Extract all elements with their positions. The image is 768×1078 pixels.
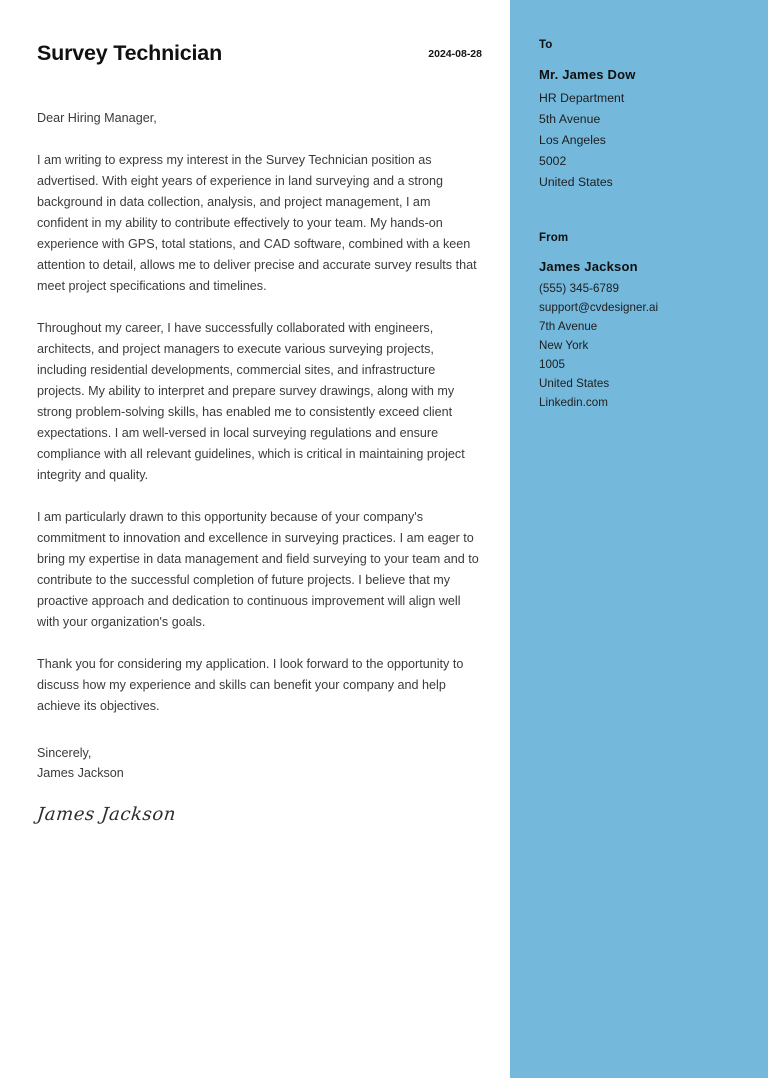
contact-sidebar — [510, 0, 768, 1078]
recipient-label: To — [539, 39, 553, 51]
letter-paragraph: I am particularly drawn to this opportunity because of your company's commitment to innovation and excellence in surveying practices. I am eager to bring my expertise in data management and field surveying to your team and to contribute to the successful completion of future projects. I believe that my proactive approach and dedication to continuous improvement will align well with your organization's goals. — [37, 510, 479, 629]
recipient-address-line: United States — [539, 175, 613, 189]
sender-address-line: United States — [539, 377, 610, 390]
sender-address-line: 7th Avenue — [539, 320, 598, 333]
recipient-block — [539, 38, 748, 193]
letter-paragraph: Throughout my career, I have successfully collaborated with engineers, architects, and project managers to execute various surveying projects, including residential developments, commercial sites, and infrastructure projects. My ability to interpret and prepare survey drawings, along with my strong problem-solving skills, has enabled me to consistently exceed client expectations. I am well-versed in local surveying regulations and ensure compliance with all relevant guidelines, which is critical in maintaining project integrity and quality. — [37, 321, 465, 482]
salutation: Dear Hiring Manager, — [37, 111, 157, 125]
signature: James Jackson — [35, 804, 178, 825]
sender-address-line: New York — [539, 339, 589, 352]
sender-linkedin[interactable]: Linkedin.com — [539, 396, 608, 409]
letter-paragraph: Thank you for considering my application. I look forward to the opportunity to discuss how my experience and skills can benefit your company and help achieve its objectives. — [37, 657, 464, 713]
recipient-address-line: HR Department — [539, 91, 625, 105]
sender-block — [539, 231, 748, 412]
valediction: Sincerely, — [37, 746, 92, 760]
recipient-address-line: Los Angeles — [539, 133, 606, 147]
letter-date: 2024-08-28 — [428, 48, 482, 60]
sender-label: From — [539, 232, 569, 244]
sender-name: James Jackson — [539, 259, 638, 274]
page-title: Survey Technician — [37, 41, 222, 65]
letter-paragraph: I am writing to express my interest in the Survey Technician position as advertised. With eight years of experience in land surveying and a strong background in data collection, analysis, and project management, I am confident in my ability to contribute effectively to your team. My hands-on experience with GPS, total stations, and CAD software, combined with a keen attention to detail, allows me to deliver precise and accurate survey results that meet project specifications and timelines. — [37, 153, 477, 293]
recipient-address-line: 5th Avenue — [539, 112, 601, 126]
sidebar-content — [510, 0, 768, 412]
sender-phone: (555) 345-6789 — [539, 282, 619, 295]
letter-closing — [37, 743, 482, 783]
sender-name: James Jackson — [37, 766, 124, 780]
letter-header — [37, 40, 482, 66]
recipient-address-line: 5002 — [539, 154, 567, 168]
sender-email[interactable]: support@cvdesigner.ai — [539, 301, 659, 314]
recipient-name: Mr. James Dow — [539, 67, 636, 82]
sender-address-line: 1005 — [539, 358, 565, 371]
